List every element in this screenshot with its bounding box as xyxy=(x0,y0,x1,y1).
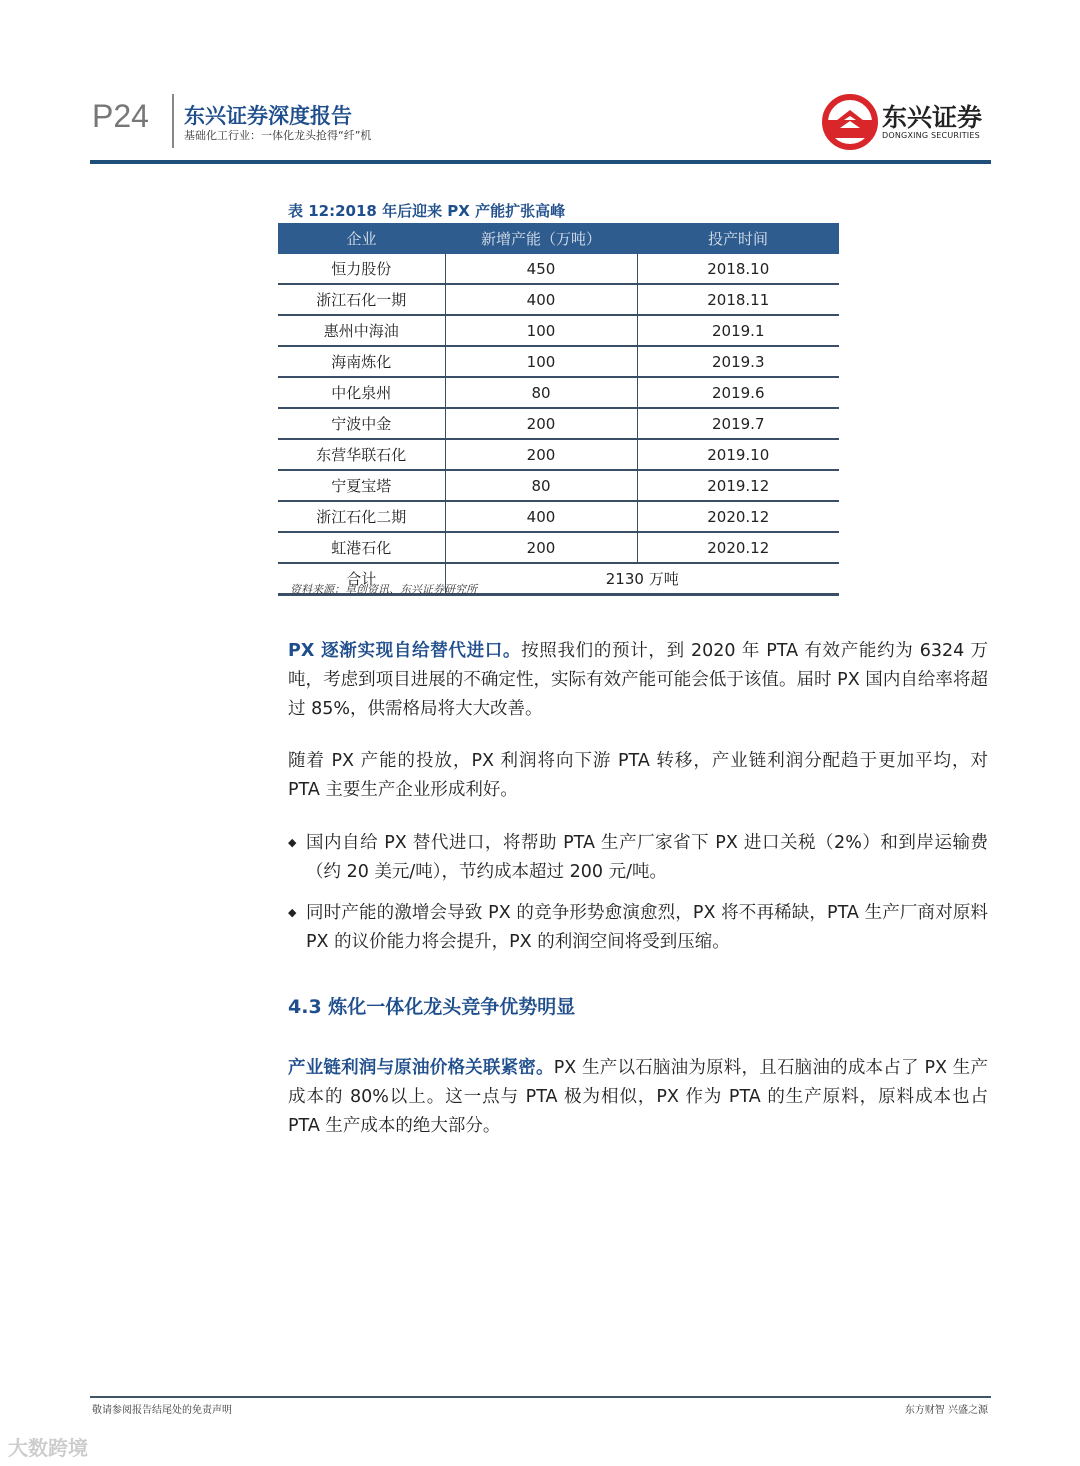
capacity-cell: 80 xyxy=(445,470,637,501)
logo-english: DONGXING SECURITIES xyxy=(882,130,980,140)
report-title: 东兴证券深度报告 xyxy=(184,104,352,128)
capacity-cell: 80 xyxy=(445,377,637,408)
total-value: 2130 万吨 xyxy=(445,563,839,595)
col-date: 投产时间 xyxy=(637,223,839,254)
date-cell: 2019.12 xyxy=(637,470,839,501)
paragraph-1-text: 按照我们的预计，到 2020 年 PTA 有效产能约为 6324 万吨，考虑到项目进展的不确定性，实际有效产能可能会低于该值。届时 PX 国内自给率将超过 85%，供需格局将大大改善。 xyxy=(288,641,988,719)
company-cell: 惠州中海油 xyxy=(278,315,445,346)
table-row xyxy=(278,254,839,284)
capacity-cell: 200 xyxy=(445,532,637,563)
date-cell: 2019.1 xyxy=(637,315,839,346)
date-cell: 2019.7 xyxy=(637,408,839,439)
table-row xyxy=(278,501,839,532)
bullet-1: ◆ 国内自给 PX 替代进口，将帮助 PTA 生产厂家省下 PX 进口关税（2%）和到岸运输费（约 20 美元/吨），节约成本超过 200 元/吨。 xyxy=(288,829,988,887)
paragraph-1 xyxy=(288,637,988,723)
date-cell: 2018.10 xyxy=(637,254,839,284)
paragraph-3-lead: 产业链利润与原油价格关联紧密。 xyxy=(288,1058,554,1078)
total-label: 合计 xyxy=(278,563,445,595)
date-cell: 2020.12 xyxy=(637,501,839,532)
header-divider xyxy=(172,94,174,148)
logo-emblem-icon xyxy=(822,94,878,150)
capacity-cell: 400 xyxy=(445,501,637,532)
company-cell: 海南炼化 xyxy=(278,346,445,377)
company-cell: 恒力股份 xyxy=(278,254,445,284)
table-row xyxy=(278,284,839,315)
company-cell: 浙江石化一期 xyxy=(278,284,445,315)
capacity-cell: 400 xyxy=(445,284,637,315)
company-cell: 浙江石化二期 xyxy=(278,501,445,532)
table-row xyxy=(278,346,839,377)
date-cell: 2018.11 xyxy=(637,284,839,315)
company-cell: 东营华联石化 xyxy=(278,439,445,470)
paragraph-1-lead: PX 逐渐实现自给替代进口。 xyxy=(288,641,522,661)
footer-rule xyxy=(90,1396,991,1398)
col-company: 企业 xyxy=(278,223,445,254)
section-heading: 4.3 炼化一体化龙头竞争优势明显 xyxy=(288,996,576,1018)
date-cell: 2019.10 xyxy=(637,439,839,470)
col-capacity: 新增产能（万吨） xyxy=(445,223,637,254)
footer-disclaimer: 敬请参阅报告结尾处的免责声明 xyxy=(92,1405,232,1416)
logo-name: 东兴证券 xyxy=(882,102,983,132)
capacity-cell: 450 xyxy=(445,254,637,284)
px-capacity-table xyxy=(278,223,839,596)
bullet-2: ◆ 同时产能的激增会导致 PX 的竞争形势愈演愈烈，PX 将不再稀缺，PTA 生产厂商对原料 PX 的议价能力将会提升，PX 的利润空间将受到压缩。 xyxy=(288,899,988,957)
table-row xyxy=(278,377,839,408)
paragraph-2: 随着 PX 产能的投放，PX 利润将向下游 PTA 转移，产业链利润分配趋于更加平均，对 PTA 主要生产企业形成利好。 xyxy=(288,751,988,800)
paragraph-3-text: PX 生产以石脑油为原料，且石脑油的成本占了 PX 生产成本的 80%以上。这一点与 PTA 极为相似，PX 作为 PTA 的生产原料，原料成本也占 PTA 生产成本的绝大部分。 xyxy=(288,1058,988,1136)
capacity-cell: 200 xyxy=(445,408,637,439)
company-cell: 中化泉州 xyxy=(278,377,445,408)
company-cell: 宁夏宝塔 xyxy=(278,470,445,501)
table-row xyxy=(278,439,839,470)
table-row xyxy=(278,408,839,439)
page-number: P24 xyxy=(92,98,149,134)
table-row xyxy=(278,532,839,563)
report-subtitle: 基础化工行业：一体化龙头抢得“纤”机 xyxy=(184,129,372,142)
table-source: 资料来源：卓创资讯、东兴证券研究所 xyxy=(290,583,477,596)
table-title: 表 12:2018 年后迎来 PX 产能扩张高峰 xyxy=(288,202,566,220)
date-cell: 2019.3 xyxy=(637,346,839,377)
watermark: 大数跨境 xyxy=(8,1436,88,1460)
date-cell: 2020.12 xyxy=(637,532,839,563)
capacity-cell: 200 xyxy=(445,439,637,470)
company-logo xyxy=(822,94,982,150)
footer-slogan: 东方财智 兴盛之源 xyxy=(904,1405,988,1416)
table-row xyxy=(278,470,839,501)
capacity-cell: 100 xyxy=(445,346,637,377)
capacity-cell: 100 xyxy=(445,315,637,346)
date-cell: 2019.6 xyxy=(637,377,839,408)
company-cell: 宁波中金 xyxy=(278,408,445,439)
paragraph-3 xyxy=(288,1054,988,1140)
company-cell: 虹港石化 xyxy=(278,532,445,563)
header-rule xyxy=(90,160,991,164)
table-row xyxy=(278,315,839,346)
